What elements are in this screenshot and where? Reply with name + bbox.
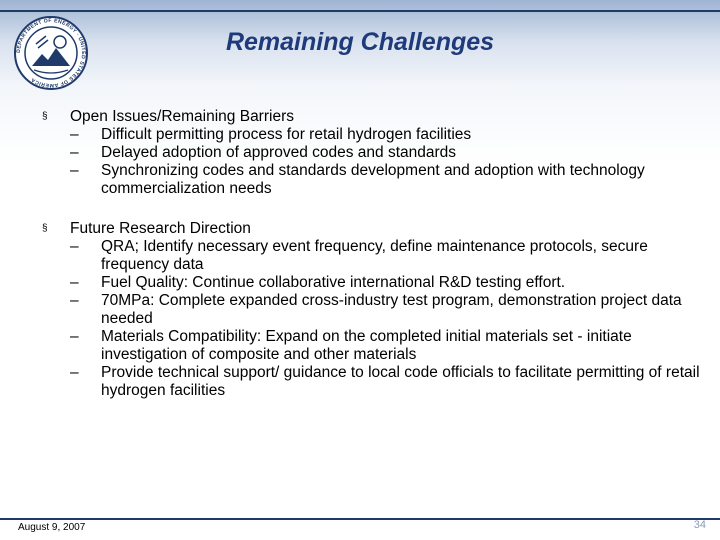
footer-date: August 9, 2007 (18, 522, 86, 533)
bullet-marker: § (42, 111, 48, 122)
sub-bullet-item (70, 328, 700, 364)
sub-bullet-text: Synchronizing codes and standards development and adoption with technology commercialization needs (101, 162, 645, 197)
sub-bullet-marker: – (70, 238, 79, 255)
sub-bullet-text: Difficult permitting process for retail hydrogen facilities (101, 126, 472, 143)
top-divider (0, 10, 720, 12)
sub-bullet-item (70, 274, 700, 292)
sub-bullet-text: Materials Compatibility: Expand on the completed initial materials set - initiate investigation of composite and other materials (101, 328, 632, 363)
sub-bullet-marker: – (70, 328, 79, 345)
sub-bullet-item (70, 162, 700, 198)
sub-bullet-marker: – (70, 126, 79, 143)
slide-title: Remaining Challenges (225, 28, 495, 56)
sub-bullet-text: Provide technical support/ guidance to local code officials to facilitate permitting of retail hydrogen facilities (101, 364, 700, 399)
sub-bullet-marker: – (70, 274, 79, 291)
sub-bullet-marker: – (70, 162, 79, 179)
sub-bullet-text: 70MPa: Complete expanded cross-industry test program, demonstration project data needed (101, 292, 682, 327)
sub-bullet-item (70, 292, 700, 328)
bullet-text: Open Issues/Remaining Barriers (70, 108, 294, 125)
bullet-group-open-issues (40, 108, 700, 198)
sub-bullet-text: Fuel Quality: Continue collaborative international R&D testing effort. (101, 274, 566, 291)
sub-bullet-text: QRA; Identify necessary event frequency, define maintenance protocols, secure frequency data (101, 238, 648, 273)
bullet-item (40, 220, 700, 238)
bullet-marker: § (42, 223, 48, 234)
sub-bullet-text: Delayed adoption of approved codes and standards (101, 144, 457, 161)
bullet-item (40, 108, 700, 126)
bullet-group-future-research (40, 220, 700, 400)
sub-bullet-marker: – (70, 292, 79, 309)
seal-ring-text: DEPARTMENT OF ENERGY · UNITED STATES OF AMERICA (15, 17, 87, 89)
bottom-divider (0, 518, 720, 520)
sub-bullet-marker: – (70, 364, 79, 381)
sub-bullet-item (70, 126, 700, 144)
sub-bullet-item (70, 238, 700, 274)
sub-bullet-marker: – (70, 144, 79, 161)
sub-bullet-item (70, 364, 700, 400)
page-number: 34 (693, 519, 706, 531)
slide-content (40, 108, 700, 400)
sub-bullet-item (70, 144, 700, 162)
bullet-text: Future Research Direction (70, 220, 251, 237)
